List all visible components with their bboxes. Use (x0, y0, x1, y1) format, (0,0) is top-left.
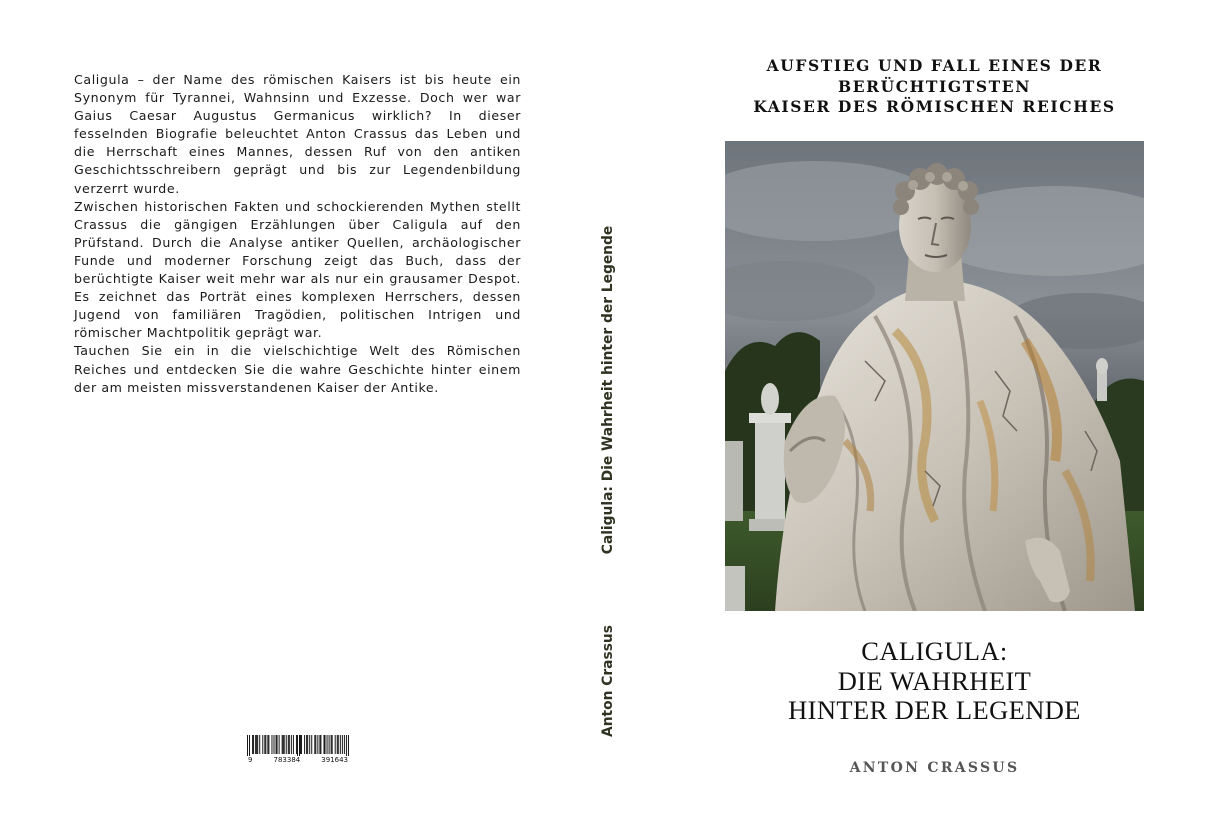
barcode-bar (338, 735, 339, 754)
barcode-bar (253, 735, 254, 754)
barcode-bar (329, 735, 330, 754)
barcode-bar (342, 735, 343, 754)
barcode-bar (277, 735, 278, 754)
barcode-bar (317, 735, 318, 754)
barcode-bar (262, 735, 263, 754)
barcode-bar (249, 735, 250, 757)
isbn-number (247, 756, 349, 764)
barcode-bar (327, 735, 328, 754)
title-line-3: HINTER DER LEGENDE (788, 695, 1081, 725)
barcode-bar (284, 735, 285, 754)
barcode-bar (306, 735, 307, 754)
barcode-bar (314, 735, 315, 754)
barcode-bar (282, 735, 283, 754)
barcode-bar (346, 735, 347, 757)
subtitle-line-2: BERÜCHTIGTSTEN (838, 76, 1031, 96)
barcode-bar (325, 735, 326, 754)
barcode-bar (255, 735, 256, 754)
barcode-bar (297, 735, 298, 757)
spine-author: Anton Crassus (600, 625, 616, 737)
barcode-bar (340, 735, 341, 754)
barcode-bar (274, 735, 275, 754)
barcode-bar (286, 735, 287, 754)
barcode-bar (315, 735, 316, 754)
barcode-bar (283, 735, 284, 754)
barcode-bar (265, 735, 266, 754)
title-line-2: DIE WAHRHEIT (837, 665, 1032, 696)
blurb-paragraph-3: Tauchen Sie ein in die vielschichtige Welt des Römischen Reiches und entdecken Sie die wahre Geschichte hinter einem der am meisten missverstandenen Kaiser der Antike. (74, 343, 521, 395)
barcode-bar (268, 735, 269, 754)
barcode-bar (309, 735, 310, 754)
barcode-bar (276, 735, 277, 754)
barcode-bar (335, 735, 336, 754)
barcode-bar (337, 735, 338, 754)
isbn-group-2: 391643 (321, 756, 348, 764)
barcode-bar (252, 735, 253, 754)
blurb-paragraph-1: Caligula – der Name des römischen Kaisers ist bis heute ein Synonym für Tyrannei, Wahnsinn und Exzesse. Doch wer war Gaius Caesar Augustus Germanicus wirklich? In dieser fesselnden Biografie beleuchtet Anton Crassus das Leben und die Herrschaft eines Mannes, dessen Ruf von den antiken Geschichtsschreibern geprägt und bis zur Legendenbildung verzerrt wurde. (74, 72, 521, 196)
barcode-bar (332, 735, 333, 754)
barcode-bar (331, 735, 332, 754)
barcode-bar (344, 735, 345, 754)
barcode-bar (291, 735, 292, 754)
title-line-1: CALIGULA: (861, 636, 1008, 666)
statue-cover-image (725, 141, 1144, 611)
barcode-bar (279, 735, 280, 754)
back-cover-blurb (74, 71, 521, 397)
isbn-group-1: 783384 (273, 756, 301, 764)
isbn-prefix: 9 (248, 756, 253, 764)
barcode-bar (300, 735, 301, 754)
barcode-bar (293, 735, 294, 754)
barcode-bar (257, 735, 258, 754)
barcode-bar (299, 735, 300, 757)
spine-title: Caligula: Die Wahrheit hinter der Legende (600, 225, 616, 555)
subtitle-line-1: AUFSTIEG UND FALL EINES DER (766, 56, 1103, 75)
blurb-paragraph-2: Zwischen historischen Fakten und schockierenden Mythen stellt Crassus die gängigen Erzählungen über Caligula auf den Prüfstand. Durch die Analyse antiker Quellen, archäologischer Funde und moderner Forschung zeigt das Buch, dass der berüchtigte Kaiser weit mehr war als nur ein grausamer Despot. Es zeichnet das Porträt eines komplexen Herrschers, dessen Jugend von familiären Tragödien, politischen Intrigen und römischer Machtpolitik geprägt war. (74, 198, 521, 341)
barcode-bar (348, 735, 349, 757)
barcode-bar (289, 735, 290, 754)
barcode-bar (301, 735, 302, 754)
barcode-bar (259, 735, 260, 754)
barcode-bar (319, 735, 320, 754)
barcode-bar (296, 735, 297, 754)
barcode-bar (288, 735, 289, 754)
barcode-bar (264, 735, 265, 754)
front-title (725, 637, 1144, 726)
front-author: ANTON CRASSUS (849, 760, 1020, 776)
barcode-bar (304, 735, 305, 754)
barcode-bar (324, 735, 325, 754)
front-subtitle (725, 56, 1144, 118)
subtitle-line-3: KAISER DES RÖMISCHEN REICHES (753, 97, 1116, 116)
barcode-bar (247, 735, 248, 757)
barcode-bar (320, 735, 321, 754)
barcode-bar (311, 735, 312, 754)
barcode-bar (271, 735, 272, 754)
barcode-bar (307, 735, 308, 754)
barcode-bar (267, 735, 268, 754)
barcode-bar (256, 735, 257, 754)
